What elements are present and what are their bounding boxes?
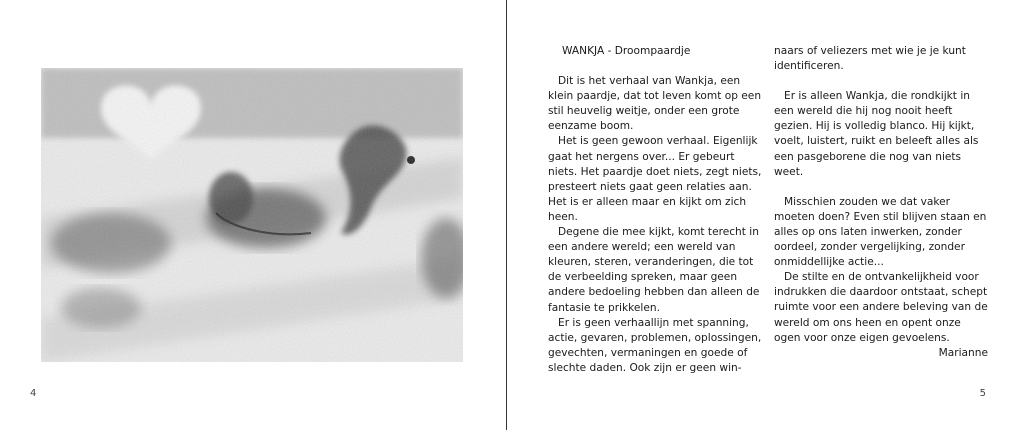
paragraph: De stilte en de ontvankelijkheid voor indrukken die daardoor ontstaat, schept ruimte voor een andere beleving van de wereld om ons heen en opent onze ogen voor onze eigen gevoelens. — [774, 271, 988, 344]
text-column-2 — [774, 44, 988, 361]
paragraph: Misschien zouden we dat vaker moeten doen? Even stil blijven staan en alles op ons laten inwerken, zonder oordeel, zonder vergelijking, zonder onmiddellijke actie... — [774, 195, 987, 269]
paragraph: Degene die mee kijkt, komt terecht in een andere wereld; een wereld van kleuren, steren, veranderingen, die tot de verbeelding spreken, maar geen andere bedoeling hebben dan alleen de fantasie te prikkelen. — [548, 226, 760, 314]
right-page — [507, 0, 1011, 430]
page-number-right: 5 — [979, 388, 986, 399]
paragraph: Er is geen verhaallijn met spanning, actie, gevaren, problemen, oplossingen, gevechten, vermaningen en goede of slechte daden. Ook zijn er geen win- — [548, 316, 762, 374]
horse-sketch-illustration — [41, 68, 463, 362]
paragraph: Er is alleen Wankja, die rondkijkt in een wereld die hij nog nooit heeft gezien. Hij is volledig blanco. Hij kijkt, voelt, luistert, ruikt en beleeft alles als een pasgeborene die nog van niets weet. — [774, 90, 979, 178]
author-signature: Marianne — [938, 346, 988, 359]
text-column-1 — [548, 44, 763, 376]
paragraph: naars of veliezers met wie je je kunt identificeren. — [774, 45, 966, 73]
story-title: WANKJA - Droompaardje — [562, 45, 691, 57]
paragraph: Het is geen gewoon verhaal. Eigenlijk gaat het nergens over... Er gebeurt niets. Het paardje doet niets, zegt niets, presteert niets gaat geen relaties aan. Het is er alleen maar en kijkt om zich heen. — [548, 135, 762, 223]
page-number-left: 4 — [30, 388, 37, 399]
paragraph: Dit is het verhaal van Wankja, een klein paardje, dat tot leven komt op een stil heuvelig weitje, onder een grote eenzame boom. — [548, 75, 762, 133]
